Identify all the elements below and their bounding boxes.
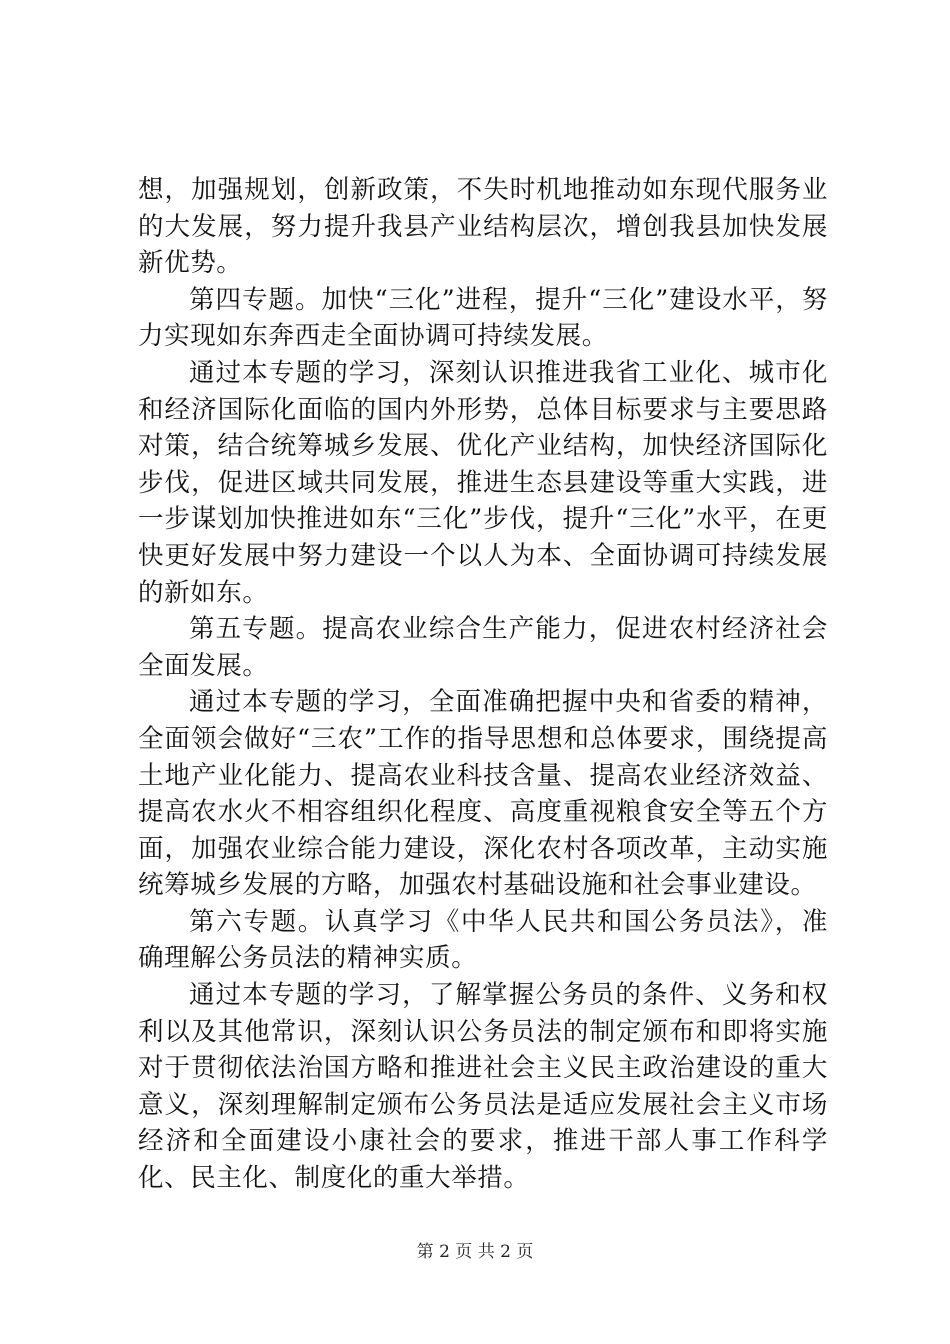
- paragraph-topic-five-detail: 通过本专题的学习，全面准确把握中央和省委的精神，全面领会做好“三农”工作的指导思想和总体要求，围绕提高土地产业化能力、提高农业科技含量、提高农业经济效益、提高农水火不相容组织化程度、高度重视粮食安全等五个方面，加强农业综合能力建设，深化农村各项改革，主动实施统筹城乡发展的方略，加强农村基础设施和社会事业建设。: [138, 687, 828, 901]
- document-body: [138, 172, 828, 1197]
- page-footer: 第 2 页 共 2 页: [416, 1242, 534, 1262]
- paragraph-topic-four: 第四专题。加快“三化”进程，提升“三化”建设水平，努力实现如东奔西走全面协调可持续发展。: [138, 284, 828, 352]
- paragraph-continuation: 想，加强规划，创新政策，不失时机地推动如东现代服务业的大发展，努力提升我县产业结构层次，增创我县加快发展新优势。: [138, 175, 828, 279]
- paragraph-topic-five: 第五专题。提高农业综合生产能力，促进农村经济社会全面发展。: [138, 614, 828, 681]
- paragraph-topic-four-detail: 通过本专题的学习，深刻认识推进我省工业化、城市化和经济国际化面临的国内外形势，总体目标要求与主要思路对策，结合统筹城乡发展、优化产业结构，加快经济国际化步伐，促进区域共同发展，推进生态县建设等重大实践，进一步谋划加快推进如东“三化”步伐，提升“三化”水平，在更快更好发展中努力建设一个以人为本、全面协调可持续发展的新如东。: [138, 357, 828, 608]
- paragraph-topic-six: 第六专题。认真学习《中华人民共和国公务员法》，准确理解公务员法的精神实质。: [138, 906, 828, 974]
- paragraph-topic-six-detail: 通过本专题的学习，了解掌握公务员的条件、义务和权利以及其他常识，深刻认识公务员法的制定颁布和即将实施对于贯彻依法治国方略和推进社会主义民主政治建设的重大意义，深刻理解制定颁布公务员法是适应发展社会主义市场经济和全面建设小康社会的要求，推进干部人事工作科学化、民主化、制度化的重大举措。: [138, 980, 828, 1194]
